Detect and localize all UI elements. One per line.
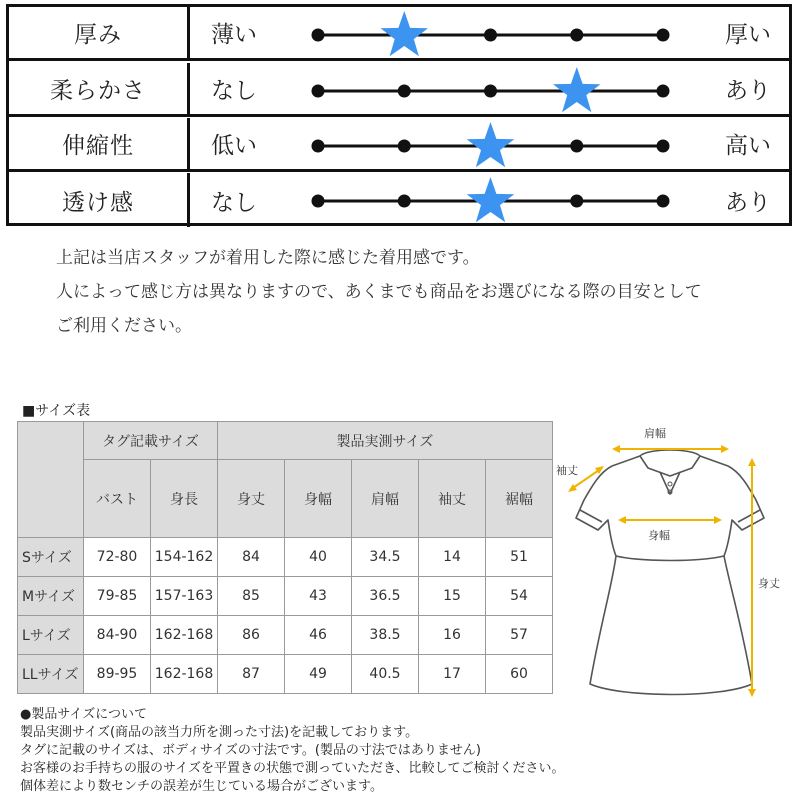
shoulder-arrow (612, 445, 729, 453)
dress-measurement-diagram (552, 416, 792, 706)
cell: 84 (218, 538, 285, 577)
cell: 40.5 (352, 655, 419, 694)
cell: 36.5 (352, 577, 419, 616)
cell: 72-80 (84, 538, 151, 577)
table-row (18, 577, 553, 616)
fabric-feel-table (6, 4, 792, 226)
table-row (18, 616, 553, 655)
scale-dot (657, 29, 670, 42)
cell: 162-168 (151, 655, 218, 694)
cell: 87 (218, 655, 285, 694)
cell: 49 (285, 655, 352, 694)
cell: 57 (486, 616, 553, 655)
size-table-title: ■サイズ表 (22, 403, 91, 419)
group-header-tag: タグ記載サイズ (84, 422, 218, 460)
feel-label: 柔らかさ (9, 63, 190, 114)
scale-dot (657, 85, 670, 98)
table-row (18, 538, 553, 577)
cell: 51 (486, 538, 553, 577)
cell: 85 (218, 577, 285, 616)
feel-scale (9, 63, 789, 117)
button-icon (668, 482, 672, 486)
scale-dot (312, 195, 325, 208)
shoulder-label: 肩幅 (644, 427, 666, 440)
feel-label: 透け感 (9, 173, 190, 227)
scale-dot (570, 140, 583, 153)
feel-high-label: あり (725, 189, 771, 216)
scale-dot (657, 195, 670, 208)
column-header: 肩幅 (352, 460, 419, 538)
cell: 154-162 (151, 538, 218, 577)
size-name: Mサイズ (18, 577, 84, 616)
chest-arrow (618, 516, 722, 524)
cell: 86 (218, 616, 285, 655)
cell: 14 (419, 538, 486, 577)
feel-row-thickness (9, 7, 789, 61)
scale-dot (398, 85, 411, 98)
scale-dot (570, 195, 583, 208)
cell: 46 (285, 616, 352, 655)
rating-star-icon (467, 122, 515, 167)
column-header: 裾幅 (486, 460, 553, 538)
cell: 16 (419, 616, 486, 655)
cell: 34.5 (352, 538, 419, 577)
cell: 15 (419, 577, 486, 616)
scale-dot (657, 140, 670, 153)
feel-scale (9, 118, 789, 172)
cell: 38.5 (352, 616, 419, 655)
scale-dot (570, 29, 583, 42)
cell: 43 (285, 577, 352, 616)
note-line: 上記は当店スタッフが着用した際に感じた着用感です。 (56, 248, 480, 268)
cell: 40 (285, 538, 352, 577)
feel-high-label: あり (725, 78, 771, 104)
footer-line: 製品実測サイズ(商品の該当力所を測った寸法)を記載しております。 (20, 725, 419, 740)
column-header: 身長 (151, 460, 218, 538)
feel-label: 伸縮性 (9, 118, 190, 169)
feel-high-label: 厚い (725, 22, 771, 48)
size-corner-cell (18, 422, 84, 538)
sleeve-label: 袖丈 (556, 464, 578, 477)
dress-outline (576, 450, 764, 695)
note-line: 人によって感じ方は異なりますので、あくまでも商品をお選びになる際の目安として (56, 282, 702, 302)
chest-label: 身幅 (648, 529, 670, 542)
column-header: 身幅 (285, 460, 352, 538)
cell: 162-168 (151, 616, 218, 655)
size-name: Sサイズ (18, 538, 84, 577)
scale-dot (398, 195, 411, 208)
rating-star-icon (467, 177, 515, 222)
feel-low-label: なし (211, 78, 257, 104)
rating-star-icon (553, 67, 601, 112)
footer-line: 個体差により数センチの誤差が生じている場合がございます。 (20, 779, 383, 794)
column-header: バスト (84, 460, 151, 538)
feel-row-sheerness (9, 173, 789, 227)
cell: 17 (419, 655, 486, 694)
cell: 54 (486, 577, 553, 616)
cell: 84-90 (84, 616, 151, 655)
scale-dot (312, 140, 325, 153)
footer-line: タグに記載のサイズは、ボディサイズの寸法です。(製品の寸法ではありません) (20, 743, 481, 758)
group-header-measured: 製品実測サイズ (218, 422, 553, 460)
scale-dot (312, 29, 325, 42)
feel-low-label: なし (211, 189, 257, 216)
scale-dot (484, 29, 497, 42)
cell: 157-163 (151, 577, 218, 616)
rating-star-icon (381, 11, 429, 56)
length-arrow (748, 458, 756, 697)
table-row (18, 655, 553, 694)
scale-dot (312, 85, 325, 98)
feel-low-label: 低い (211, 133, 257, 159)
note-line: ご利用ください。 (56, 316, 192, 336)
footer-line: お客様のお手持ちの服のサイズを平置きの状態で測っていただき、比較してご検討ください。 (20, 761, 565, 776)
size-name: Lサイズ (18, 616, 84, 655)
column-header: 身丈 (218, 460, 285, 538)
scale-dot (484, 85, 497, 98)
feel-row-stretch (9, 118, 789, 172)
feel-row-softness (9, 63, 789, 117)
column-header: 袖丈 (419, 460, 486, 538)
feel-scale (9, 7, 789, 61)
feel-scale (9, 173, 789, 227)
feel-high-label: 高い (725, 133, 771, 159)
feel-low-label: 薄い (211, 22, 257, 48)
cell: 89-95 (84, 655, 151, 694)
feel-label: 厚み (9, 7, 190, 58)
footer-heading: ●製品サイズについて (20, 707, 148, 722)
cell: 79-85 (84, 577, 151, 616)
size-name: LLサイズ (18, 655, 84, 694)
size-table (17, 421, 553, 694)
scale-dot (398, 140, 411, 153)
length-label: 身丈 (758, 577, 780, 590)
cell: 60 (486, 655, 553, 694)
